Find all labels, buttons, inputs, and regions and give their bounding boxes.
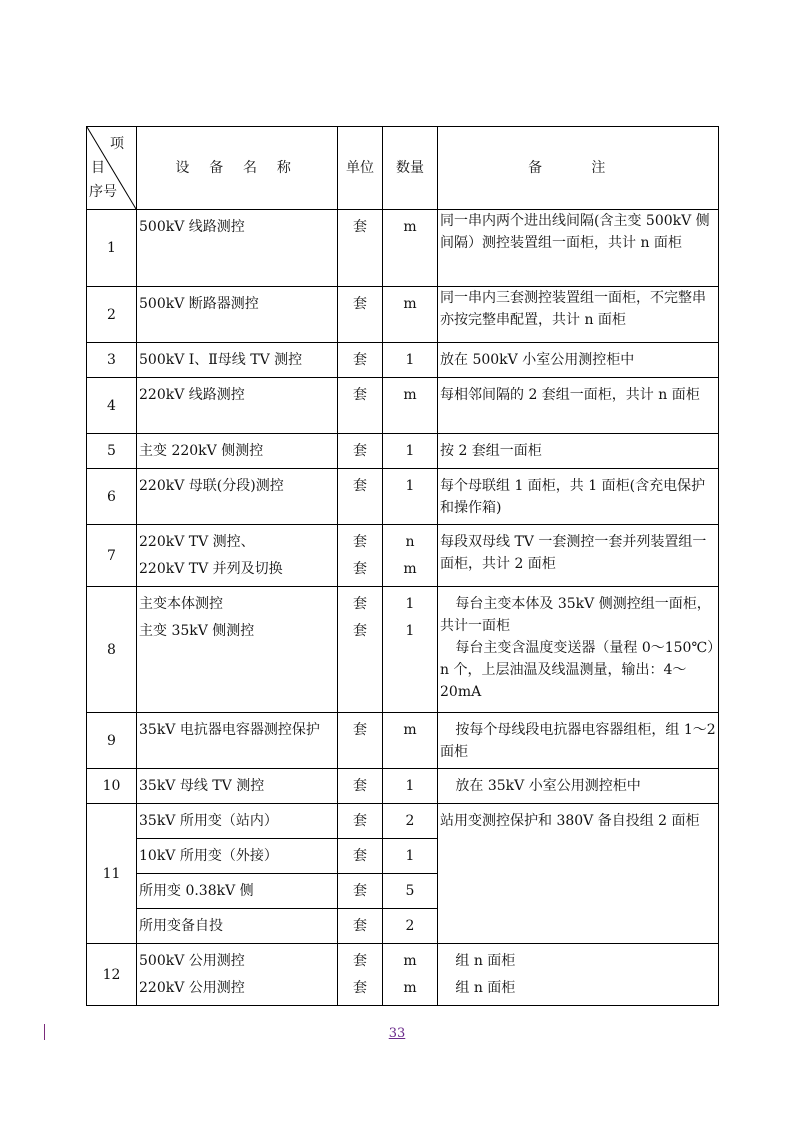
row-qty: 5 (383, 874, 438, 909)
row-unit: 套 (338, 378, 383, 434)
table-row (87, 287, 719, 343)
row-unit: 套 (338, 769, 383, 804)
row-seq: 11 (87, 804, 137, 944)
row-unit: 套 (338, 343, 383, 378)
row-name (137, 944, 338, 1006)
row-seq: 4 (87, 378, 137, 434)
row-unit (338, 587, 383, 713)
table-row (87, 210, 719, 287)
row-seq: 5 (87, 434, 137, 469)
row-unit (338, 525, 383, 587)
item-qty: m (403, 953, 417, 969)
row-remark (438, 587, 719, 713)
table-row (87, 525, 719, 587)
row-qty: m (383, 287, 438, 343)
row-qty: 2 (383, 804, 438, 839)
item-name: 220kV 公用测控 (139, 980, 245, 996)
row-name: 所用变 0.38kV 侧 (137, 874, 338, 909)
row-unit: 套 (338, 909, 383, 944)
header-item-label: 项 (110, 136, 124, 152)
row-qty: 1 (383, 469, 438, 525)
row-qty (383, 525, 438, 587)
row-name: 220kV 母联(分段)测控 (137, 469, 338, 525)
row-unit: 套 (338, 874, 383, 909)
table-row (87, 587, 719, 713)
row-seq: 1 (87, 210, 137, 287)
row-unit: 套 (338, 804, 383, 839)
row-remark: 站用变测控保护和 380V 备自投组 2 面柜 (438, 804, 719, 944)
row-qty: 2 (383, 909, 438, 944)
item-unit: 套 (353, 980, 367, 996)
table-row (87, 804, 719, 839)
header-qty: 数量 (383, 127, 438, 210)
table-row (87, 469, 719, 525)
item-unit: 套 (353, 534, 367, 550)
row-qty: 1 (383, 839, 438, 874)
table-row (87, 944, 719, 1006)
row-seq: 12 (87, 944, 137, 1006)
item-name: 220kV TV 并列及切换 (139, 561, 283, 577)
item-qty: m (403, 980, 417, 996)
row-seq: 8 (87, 587, 137, 713)
row-qty: 1 (383, 343, 438, 378)
row-name: 35kV 所用变（站内） (137, 804, 338, 839)
header-item-label-2: 目 (91, 160, 105, 176)
row-qty: m (383, 713, 438, 769)
row-qty: m (383, 378, 438, 434)
item-unit: 套 (353, 561, 367, 577)
row-remark: 同一串内三套测控装置组一面柜，不完整串亦按完整串配置，共计 n 面柜 (438, 287, 719, 343)
item-name: 主变本体测控 (139, 596, 223, 612)
item-unit: 套 (353, 623, 367, 639)
row-seq: 3 (87, 343, 137, 378)
row-qty (383, 587, 438, 713)
row-name: 500kV 断路器测控 (137, 287, 338, 343)
item-qty: 1 (405, 623, 415, 639)
item-name: 主变 35kV 侧测控 (139, 623, 255, 639)
item-qty: n (405, 534, 415, 550)
header-unit: 单位 (338, 127, 383, 210)
row-remark: 同一串内两个进出线间隔(含主变 500kV 侧间隔）测控装置组一面柜，共计 n 面柜 (438, 210, 719, 287)
row-qty: m (383, 210, 438, 287)
item-name: 500kV 公用测控 (139, 953, 245, 969)
item-qty: m (403, 561, 417, 577)
row-name: 10kV 所用变（外接） (137, 839, 338, 874)
table-row (87, 434, 719, 469)
row-name (137, 525, 338, 587)
row-seq: 7 (87, 525, 137, 587)
row-unit: 套 (338, 839, 383, 874)
row-qty (383, 944, 438, 1006)
row-unit (338, 944, 383, 1006)
row-remark (438, 944, 719, 1006)
table-row (87, 378, 719, 434)
header-name: 设 备 名 称 (137, 127, 338, 210)
row-remark: 每段双母线 TV 一套测控一套并列装置组一面柜，共计 2 面柜 (438, 525, 719, 587)
row-name: 500kV Ⅰ、Ⅱ母线 TV 测控 (137, 343, 338, 378)
header-seq-label: 序号 (89, 184, 117, 200)
row-name: 所用变备自投 (137, 909, 338, 944)
row-remark: 放在 500kV 小室公用测控柜中 (438, 343, 719, 378)
row-qty: 1 (383, 769, 438, 804)
table-row (87, 343, 719, 378)
row-unit: 套 (338, 469, 383, 525)
item-unit: 套 (353, 596, 367, 612)
row-seq: 9 (87, 713, 137, 769)
row-remark: 按 2 套组一面柜 (438, 434, 719, 469)
row-name (137, 587, 338, 713)
row-remark: 每个母联组 1 面柜，共 1 面柜(含充电保护和操作箱) (438, 469, 719, 525)
row-name: 220kV 线路测控 (137, 378, 338, 434)
header-remark: 备 注 (438, 127, 719, 210)
row-qty: 1 (383, 434, 438, 469)
row-remark: 每相邻间隔的 2 套组一面柜，共计 n 面柜 (438, 378, 719, 434)
page-number: 33 (388, 1026, 406, 1041)
table-row (87, 713, 719, 769)
row-seq: 10 (87, 769, 137, 804)
header-diagonal-cell (87, 127, 137, 210)
row-name: 主变 220kV 侧测控 (137, 434, 338, 469)
remark-paragraph: 每台主变本体及 35kV 侧测控组一面柜，共计一面柜 (440, 596, 711, 634)
remark-line: 组 n 面柜 (455, 953, 516, 969)
table-row (87, 769, 719, 804)
remark-line: 组 n 面柜 (455, 980, 516, 996)
remark-paragraph: 每台主变含温度变送器（量程 0～150℃）n 个，上层油温及线温测量，输出：4～20mA (440, 640, 715, 700)
row-unit: 套 (338, 210, 383, 287)
item-qty: 1 (405, 596, 415, 612)
row-remark: 放在 35kV 小室公用测控柜中 (438, 769, 719, 804)
row-unit: 套 (338, 434, 383, 469)
equipment-table (86, 126, 719, 1006)
row-seq: 2 (87, 287, 137, 343)
row-name: 35kV 母线 TV 测控 (137, 769, 338, 804)
row-name: 500kV 线路测控 (137, 210, 338, 287)
row-seq: 6 (87, 469, 137, 525)
row-unit: 套 (338, 713, 383, 769)
row-unit: 套 (338, 287, 383, 343)
row-name: 35kV 电抗器电容器测控保护 (137, 713, 338, 769)
item-unit: 套 (353, 953, 367, 969)
item-name: 220kV TV 测控、 (139, 534, 255, 550)
row-remark: 按每个母线段电抗器电容器组柜，组 1～2 面柜 (438, 713, 719, 769)
table-header-row (87, 127, 719, 210)
